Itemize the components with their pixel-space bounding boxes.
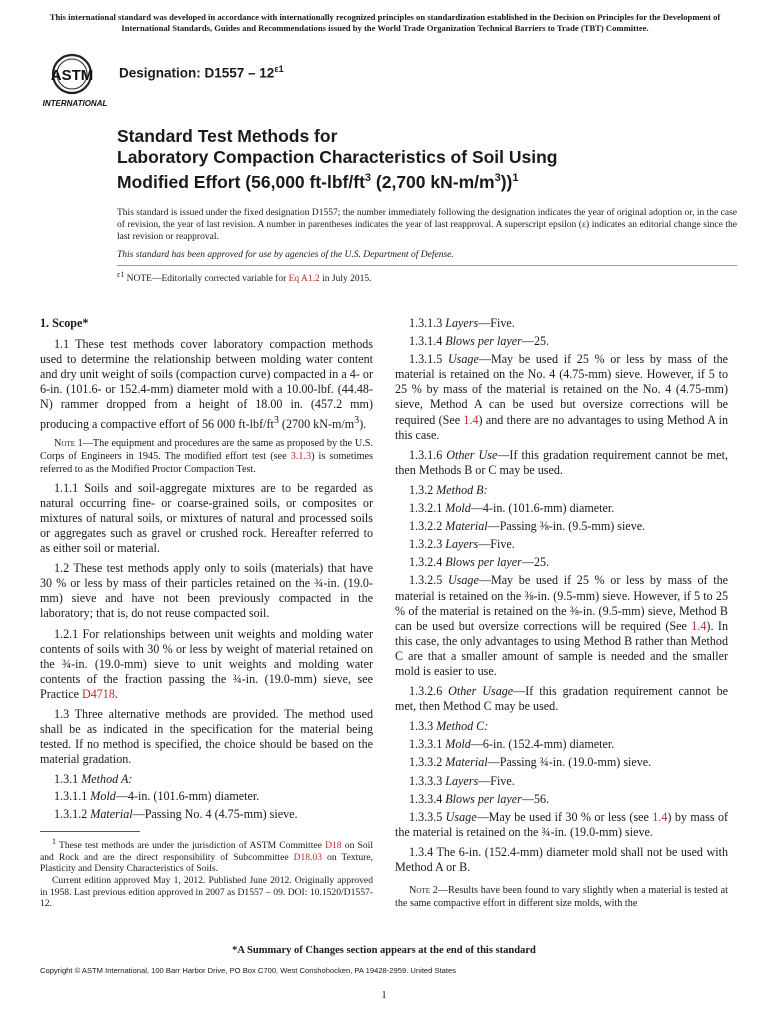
para-1-3-2-6: 1.3.2.6 Other Usage—If this gradation requirement cannot be met, then Method C may be used. xyxy=(395,684,728,714)
para-1-3: 1.3 Three alternative methods are provided. The method used shall be as indicated in the specification for the material being tested. If no method is specified, the choice should be based on the material gradation. xyxy=(40,707,373,767)
para-1-3-3-5: 1.3.3.5 Usage—May be used if 30 % or less (see 1.4) by mass of the material is retained on the ¾-in. (19.0-mm) sieve. xyxy=(395,809,729,839)
link-1-4[interactable]: 1.4 xyxy=(691,618,707,633)
link-d18[interactable]: D18 xyxy=(325,840,342,852)
footnote-rule xyxy=(40,831,140,832)
para-1-1: 1.1 These test methods cover laboratory compaction methods used to determine the relationship between molding water content and dry unit weight of soils (compaction curve) compacted in a 4- or 6-in. (101.6- or 152.4-mm) diameter mold with a 10.00-lbf. (44.48-N) rammer dropped from a height of 18.00 in. (457.2 mm) producing a compactive effort of 56 000 $ft-lbf/ft^3$ (2700 $kN-m/m^3$). xyxy=(40,337,373,431)
document-title: Standard Test Methods for Laboratory Compaction Characteristics of Soil Using Modified Effort (56,000 $ft-lbf/ft^3$ (2,700 $kN-m/m^3))^1$ xyxy=(117,126,558,192)
link-1-4[interactable]: 1.4 xyxy=(652,809,668,824)
para-1-3-1-6: 1.3.1.6 Other Use—If this gradation requirement cannot be met, then Methods B or C may be used. xyxy=(395,447,728,477)
para-1-3-1: 1.3.1 Method A: xyxy=(54,772,133,787)
eq-a1-2-link[interactable]: Eq A1.2 xyxy=(288,274,320,285)
page-number: 1 xyxy=(381,989,387,1001)
summary-of-changes-notice: *A Summary of Changes section appears at the end of this standard xyxy=(232,945,536,956)
para-1-3-3-4: 1.3.3.4 Blows per layer—56. xyxy=(409,791,550,806)
wto-notice: This international standard was developed in accordance with internationally recognized principles on standardization established in the Decision on Principles for the Development of International Standards, Guides and Recommendations issued by the World Trade Organization Technical Barriers to Trade (TBT) Committee. xyxy=(49,12,721,33)
footnote-1: $^1$ These test methods are under the jurisdiction of ASTM Committee D18 on Soil and Rock and are the direct responsibility of Subcommittee D18.03 on Texture, Plasticity and Density Characteristics of Soils. Current edition approved May 1, 2012. Published June 2012. Originally approved in 1958. Last previous edition approved in 2007 as D1557 – 09. DOI: 10.1520/D1557-12. xyxy=(40,837,373,910)
para-1-3-1-3: 1.3.1.3 Layers—Five. xyxy=(409,316,515,330)
para-1-1-1: 1.1.1 Soils and soil-aggregate mixtures are to be regarded as natural occurring fine- or coarse-grained soils, or composites or mixtures of natural soils, or mixtures of natural and processed soils or aggregates such as gravel or crushed rock. Hereafter referred to as either soil or material. xyxy=(40,480,373,556)
para-1-2: 1.2 These test methods apply only to soils (materials) that have 30 % or less by mass of their particles retained on the ¾-in. (19.0-mm) sieve and have not been previously compacted in the laboratory; that is, do not reuse compacted soil. xyxy=(40,561,373,621)
para-1-3-1-2: 1.3.1.2 Material—Passing No. 4 (4.75-mm) sieve. xyxy=(54,806,298,821)
logo-subtext: INTERNATIONAL xyxy=(42,99,108,108)
section-heading: 1. Scope* xyxy=(40,316,89,330)
link-3-1-3[interactable]: 3.1.3 xyxy=(290,450,312,462)
para-1-3-3: 1.3.3 Method C: xyxy=(409,719,489,734)
para-1-3-2-3: 1.3.2.3 Layers—Five. xyxy=(409,537,515,552)
para-1-3-2-1: 1.3.2.1 Mold—4-in. (101.6-mm) diameter. xyxy=(409,501,615,516)
astm-logo xyxy=(40,50,110,108)
para-1-3-1-1: 1.3.1.1 Mold—4-in. (101.6-mm) diameter. xyxy=(54,789,260,804)
designation: Designation: $D1557 - 12^{\varepsilon 1}$ xyxy=(119,64,284,81)
link-d4718[interactable]: D4718 xyxy=(81,686,115,701)
editorial-note: $^{\varepsilon 1}$ NOTE—Editorially corrected variable for Eq A1.2 in July 2015. xyxy=(117,270,372,285)
left-column xyxy=(40,316,373,827)
para-1-3-2-4: 1.3.2.4 Blows per layer—25. xyxy=(409,555,550,570)
note-2: Note 2—Results have been found to vary slightly when a material is tested at the same compactive effort in different size molds, with the xyxy=(395,885,728,910)
para-1-3-4: 1.3.4 The 6-in. (152.4-mm) diameter mold shall not be used with Method A or B. xyxy=(395,844,728,874)
para-1-3-3-2: 1.3.3.2 Material—Passing ¾-in. (19.0-mm) sieve. xyxy=(409,755,652,770)
para-1-3-3-1: 1.3.3.1 Mold—6-in. (152.4-mm) diameter. xyxy=(409,737,615,752)
link-1-4[interactable]: 1.4 xyxy=(463,412,479,427)
para-1-3-2: 1.3.2 Method B: xyxy=(409,482,488,497)
para-1-2-1: 1.2.1 For relationships between unit weights and molding water contents of soils with 30 % or less by weight of material retained on the ¾-in. (19.0-mm) sieve to unit weights and molding water contents of the fraction passing the ¾-in. (19.0-mm) sieve, see Practice D4718. xyxy=(40,626,373,701)
para-1-3-3-3: 1.3.3.3 Layers—Five. xyxy=(409,773,515,788)
divider xyxy=(117,265,737,266)
para-1-3-1-5: 1.3.1.5 Usage—May be used if 25 % or less by mass of the material is retained on the No. 4 (4.75-mm) sieve. However, if 5 to 25 % by mass of the material is retained on the No. 4 (4.75-mm) sieve, Method A can be used but oversize corrections will be required (See 1.4) and there are no advantages to using Method A in this case. xyxy=(395,352,728,442)
right-column xyxy=(395,316,728,915)
dod-approval: This standard has been approved for use by agencies of the U.S. Department of Defense. xyxy=(117,250,454,260)
issuance-statement: This standard is issued under the fixed designation D1557; the number immediately following the designation indicates the year of original adoption or, in the case of revision, the year of last revision. A number in parentheses indicates the year of last reapproval. A superscript epsilon (ε) indicates an editorial change since the last revision or reapproval. xyxy=(117,208,737,243)
copyright: Copyright © ASTM International, 100 Barr Harbor Drive, PO Box C700, West Conshohocken, PA 19428-2959. United States xyxy=(40,966,457,975)
para-1-3-2-2: 1.3.2.2 Material—Passing ⅜-in. (9.5-mm) sieve. xyxy=(409,519,646,534)
logo-text: ASTM xyxy=(50,67,94,84)
note-1: Note 1—The equipment and procedures are the same as proposed by the U.S. Corps of Engineers in 1945. The modified effort test (see 3.1.3) is sometimes referred to as the Modified Proctor Compaction Test. xyxy=(40,437,373,475)
para-1-3-2-5: 1.3.2.5 Usage—May be used if 25 % or less by mass of the material is retained on the ⅜-in. (9.5-mm) sieve. However, if 5 to 25 % of the material is retained on the ⅜-in. (9.5-mm) sieve, Method B can be used but oversize corrections will be required (See 1.4). In this case, the only advantages to using Method B rather than Method C are that a smaller amount of sample is needed and the smaller mold is easier to use. xyxy=(395,573,728,678)
link-d18-03[interactable]: D18.03 xyxy=(293,851,323,863)
para-1-3-1-4: 1.3.1.4 Blows per layer—25. xyxy=(409,334,550,349)
